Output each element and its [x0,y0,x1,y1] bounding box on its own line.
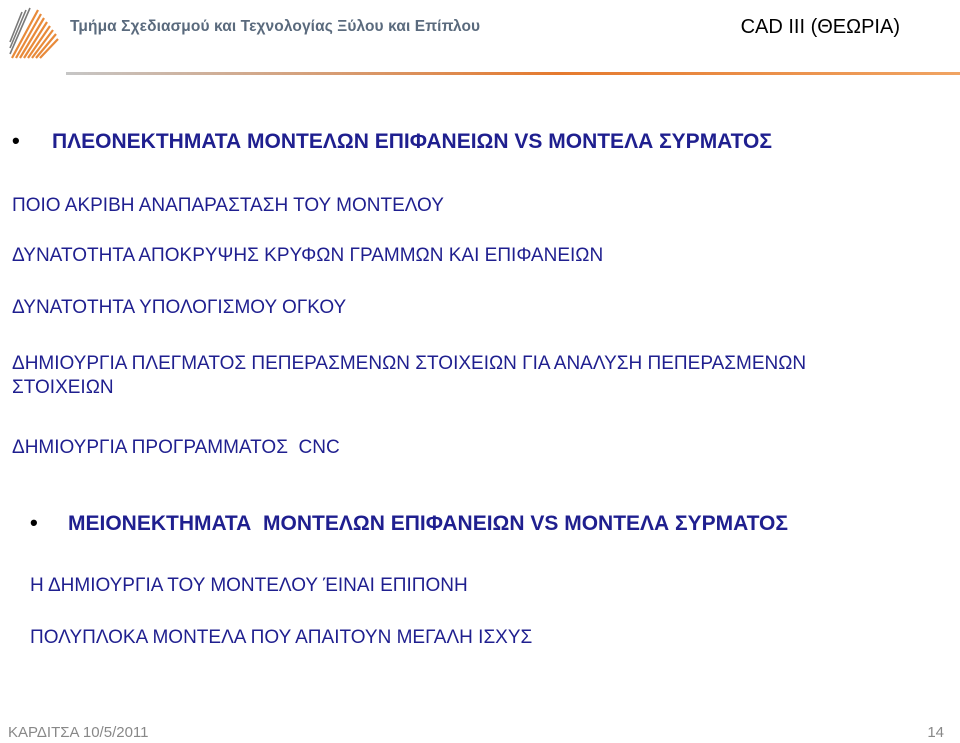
page-number: 14 [927,724,944,741]
course-title: CAD III (ΘΕΩΡΙΑ) [740,16,900,38]
department-name: Τμήμα Σχεδιασμού και Τεχνολογίας Ξύλου και Επίπλου [70,18,481,35]
list-item: Η ΔΗΜΙΟΥΡΓΙΑ ΤΟΥ ΜΟΝΤΕΛΟΥ ΈΙΝΑΙ ΕΠΙΠΟΝΗ [30,575,468,596]
striped-fan-logo-icon [8,4,64,62]
header-divider [66,72,960,75]
list-item: ΠΟΛΥΠΛΟΚΑ ΜΟΝΤΕΛΑ ΠΟΥ ΑΠΑΙΤΟΥΝ ΜΕΓΑΛΗ ΙΣΧΥΣ [30,627,533,648]
list-item: ΔΥΝΑΤΟΤΗΤΑ ΥΠΟΛΟΓΙΣΜΟΥ ΟΓΚΟΥ [12,297,347,318]
bullet-icon: • [12,128,20,153]
list-item: ΔΥΝΑΤΟΤΗΤΑ ΑΠΟΚΡΥΨΗΣ ΚΡΥΦΩΝ ΓΡΑΜΜΩΝ ΚΑΙ ΕΠΙΦΑΝΕΙΩΝ [12,245,604,266]
list-item: ΠΟΙΟ ΑΚΡΙΒΗ ΑΝΑΠΑΡΑΣΤΑΣΗ ΤΟΥ ΜΟΝΤΕΛΟΥ [12,195,444,216]
advantages-heading: ΠΛΕΟΝΕΚΤΗΜΑΤΑ ΜΟΝΤΕΛΩΝ ΕΠΙΦΑΝΕΙΩΝ VS ΜΟΝΤΕΛΑ ΣΥΡΜΑΤΟΣ [52,130,772,153]
footer-place-date: ΚΑΡΔΙΤΣΑ 10/5/2011 [8,724,149,741]
list-item: ΔΗΜΙΟΥΡΓΙΑ ΠΡΟΓΡΑΜΜΑΤΟΣ CNC [12,437,340,458]
list-item: ΔΗΜΙΟΥΡΓΙΑ ΠΛΕΓΜΑΤΟΣ ΠΕΠΕΡΑΣΜΕΝΩΝ ΣΤΟΙΧΕΙΩΝ ΓΙΑ ΑΝΑΛΥΣΗ ΠΕΠΕΡΑΣΜΕΝΩΝ ΣΤΟΙΧΕΙΩΝ [12,353,807,398]
disadvantages-heading: ΜΕΙΟΝΕΚΤΗΜΑΤΑ ΜΟΝΤΕΛΩΝ ΕΠΙΦΑΝΕΙΩΝ VS ΜΟΝΤΕΛΑ ΣΥΡΜΑΤΟΣ [68,512,788,535]
bullet-icon: • [30,510,38,535]
